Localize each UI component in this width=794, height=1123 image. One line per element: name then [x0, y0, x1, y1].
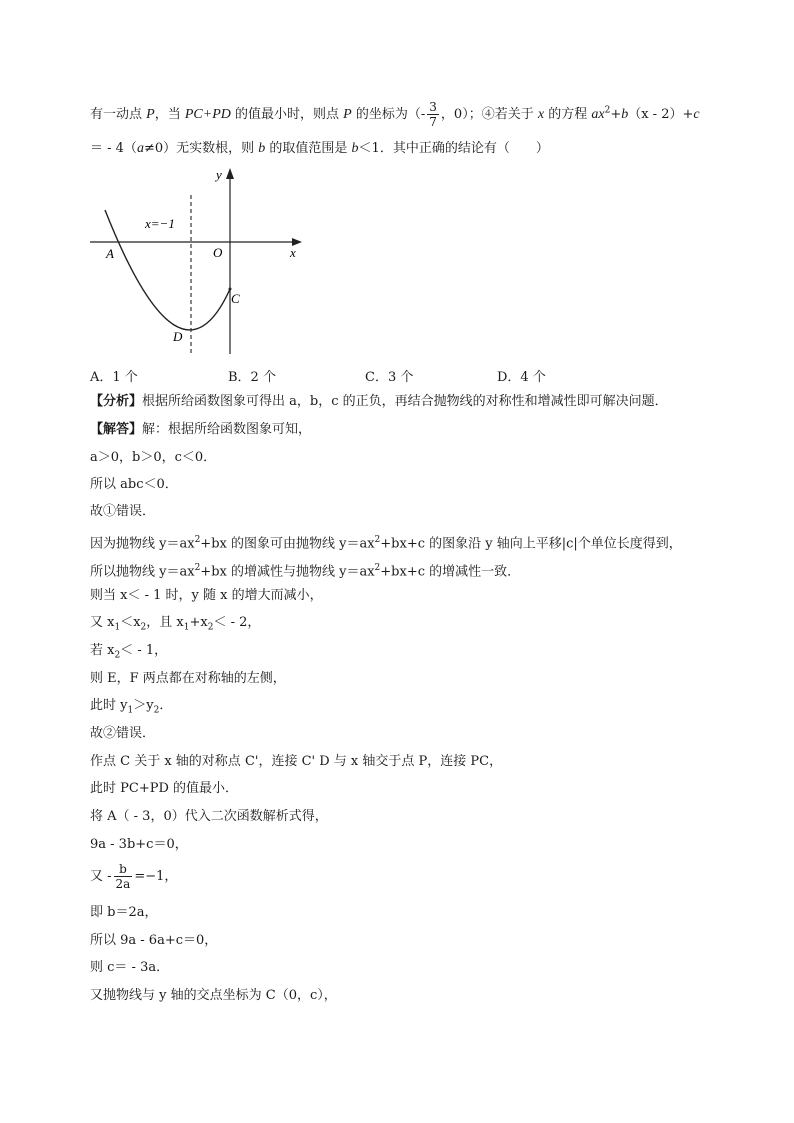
solution-step: 所以 9a - 6a+c＝0， [90, 933, 218, 948]
solution-step: 9a - 3b+c＝0， [90, 837, 188, 852]
solution-step: 将 A（ - 3，0）代入二次函数解析式得， [90, 809, 328, 824]
var-b: b [351, 141, 359, 156]
exponent: 2 [604, 105, 611, 116]
text-segment: 的方程 [548, 107, 588, 122]
solution-step: 又 - $\frac{b}{2a}$ =−1， [90, 862, 178, 891]
point-p: P [343, 107, 352, 122]
solution-step: 作点 C 关于 x 轴的对称点 C'，连接 C' D 与 x 轴交于点 P，连接 PC， [90, 754, 503, 769]
var-c: c [693, 107, 700, 122]
point-d-label: D [173, 329, 183, 344]
fraction-3-7: $\frac{3}{7}$ [429, 100, 437, 129]
var-a: a [136, 141, 144, 156]
solution-step: 则 E，F 两点都在对称轴的左侧， [90, 671, 286, 686]
option-d: D．4 个 [497, 370, 546, 385]
solution-step: 则 c＝ - 3a． [90, 960, 170, 975]
solution-tag: 【解答】 [90, 422, 143, 437]
solution-intro: 解：根据所给函数图象可知， [142, 422, 312, 437]
option-b: B．2 个 [228, 370, 276, 385]
analysis-tag: 【分析】 [90, 394, 143, 409]
origin-label: O [213, 245, 223, 260]
analysis [90, 393, 668, 411]
point-a-label: A [106, 246, 114, 261]
axis-label-y: y [216, 167, 222, 182]
solution-header [90, 421, 311, 439]
axis-label-x: x [290, 245, 296, 260]
text-segment: ≠0）无实数根，则 [143, 141, 255, 156]
option-c: C．3 个 [365, 370, 414, 385]
option-a: A．1 个 [90, 370, 138, 385]
text-segment: 的坐标为（- [355, 107, 426, 122]
text-segment: 的值最小时，则点 [235, 107, 340, 122]
solution-step: 此时 $y_1>y_2$． [90, 698, 173, 716]
solution-step: a＞0，b＞0，c＜0． [90, 450, 217, 465]
text-segment: （x - 2）+ [628, 107, 694, 122]
y-axis-arrow [226, 168, 234, 179]
solution-step: 若 $x_2< - 1$， [90, 643, 168, 661]
text-segment: ＝ - 4（ [90, 141, 137, 156]
text-segment: ，0）；④若关于 [440, 107, 534, 122]
solution-step: 则当 x＜ - 1 时，y 随 x 的增大而减小， [90, 588, 323, 603]
text-segment: + [610, 107, 622, 122]
point-p: P [146, 107, 155, 122]
solution-step: 即 b＝2a， [90, 905, 158, 920]
solution-step: 故②错误． [90, 726, 156, 741]
solution-step: 因为抛物线 $y=ax^2+bx$ 的图象可由抛物线 $y=ax^2+bx+c$ 的图象沿 y 轴向上平移|c|个单位长度得到， [90, 535, 682, 552]
var-x: x [537, 107, 545, 122]
term-ax: ax [591, 107, 605, 122]
problem-line-1 [90, 100, 700, 129]
fraction-b-2a: $\frac{b}{2a}$ [115, 862, 131, 891]
expression-pc-pd: PC+PD [184, 107, 231, 122]
point-c-label: C [231, 291, 240, 306]
symmetry-axis-label: x=−1 [145, 216, 175, 231]
problem-line-2 [90, 140, 549, 158]
solution-step: 所以抛物线 $y=ax^2+bx$ 的增减性与抛物线 $y=ax^2+bx+c$ 的增减性一致． [90, 563, 521, 580]
var-b: b [621, 107, 629, 122]
text-segment: 有一动点 [90, 107, 143, 122]
var-b: b [258, 141, 266, 156]
text-segment: 的取值范围是 [269, 141, 348, 156]
analysis-text: 根据所给函数图象可得出 a，b，c 的正负，再结合抛物线的对称性和增减性即可解决问题． [142, 394, 668, 409]
solution-step: 又抛物线与 y 轴的交点坐标为 C（0，c）， [90, 988, 337, 1003]
text-segment: ，当 [154, 107, 181, 122]
solution-step: 故①错误． [90, 504, 156, 519]
solution-step: 所以 abc＜0． [90, 477, 178, 492]
solution-step: 此时 PC+PD 的值最小． [90, 781, 239, 796]
parabola-figure [90, 165, 320, 360]
text-segment: ＜1．其中正确的结论有（ ） [358, 141, 549, 156]
solution-step: 又 $x_1<x_2$，且 $x_1+x_2< - 2$， [90, 615, 261, 633]
